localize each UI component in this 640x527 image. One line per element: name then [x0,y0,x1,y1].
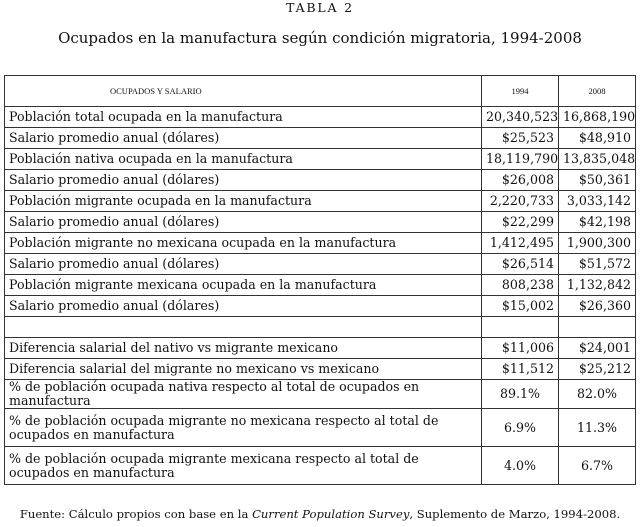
value-1994: 4.0% [482,447,559,485]
value-1994: 18,119,790 [482,149,559,170]
table-title: Ocupados en la manufactura según condición migratoria, 1994-2008 [58,29,582,47]
table-row [5,170,636,191]
value-2008: 13,835,048 [559,149,636,170]
table-kicker: TABLA 2 [286,0,354,15]
table-row [5,254,636,275]
table-row [5,191,636,212]
value-1994: $15,002 [482,296,559,317]
header-label: OCUPADOS Y SALARIO [5,76,482,107]
row-label: % de población ocupada migrante mexicana respecto al total de ocupados en manufactura [5,447,482,485]
row-label: Población migrante mexicana ocupada en la manufactura [5,275,482,296]
value-2008: $42,198 [559,212,636,233]
value-1994: $25,523 [482,128,559,149]
value-2008: $48,910 [559,128,636,149]
value-2008: 1,132,842 [559,275,636,296]
value-1994: $26,514 [482,254,559,275]
value-1994: 89.1% [482,380,559,409]
row-label: Salario promedio anual (dólares) [5,296,482,317]
source-suffix: , Suplemento de Marzo, 1994-2008. [409,507,621,521]
table-row [5,275,636,296]
row-label: Salario promedio anual (dólares) [5,128,482,149]
table-row [5,107,636,128]
table-row [5,359,636,380]
value-2008: $51,572 [559,254,636,275]
value-2008: 1,900,300 [559,233,636,254]
row-label: % de población ocupada migrante no mexicana respecto al total de ocupados en manufactura [5,409,482,447]
table-row [5,233,636,254]
table-row [5,380,636,409]
value-2008: 3,033,142 [559,191,636,212]
table-row [5,296,636,317]
source-note [0,507,640,521]
value-2008: 16,868,190 [559,107,636,128]
value-2008: $26,360 [559,296,636,317]
value-1994: $11,512 [482,359,559,380]
value-2008: $25,212 [559,359,636,380]
row-label: Diferencia salarial del migrante no mexicano vs mexicano [5,359,482,380]
source-prefix: Fuente: Cálculo propios con base en la [19,507,253,521]
header-row [5,76,636,107]
value-1994: 1,412,495 [482,233,559,254]
value-1994: $22,299 [482,212,559,233]
value-1994: 808,238 [482,275,559,296]
table-row [5,128,636,149]
spacer-row [5,317,636,338]
source-title: Current Population Survey [252,507,410,521]
value-2008: 82.0% [559,380,636,409]
row-label: Salario promedio anual (dólares) [5,212,482,233]
header-1994: 1994 [482,76,559,107]
row-label: Población migrante no mexicana ocupada en la manufactura [5,233,482,254]
row-label: Población total ocupada en la manufactura [5,107,482,128]
header-2008: 2008 [559,76,636,107]
value-1994: $26,008 [482,170,559,191]
value-2008: 11.3% [559,409,636,447]
row-label: Salario promedio anual (dólares) [5,170,482,191]
value-1994: 20,340,523 [482,107,559,128]
table-row [5,409,636,447]
value-2008: $50,361 [559,170,636,191]
data-table [4,75,636,485]
table-row [5,338,636,359]
row-label: Población nativa ocupada en la manufactura [5,149,482,170]
table-row [5,149,636,170]
table-row [5,447,636,485]
value-2008 [559,317,636,338]
table-row [5,212,636,233]
row-label: % de población ocupada nativa respecto al total de ocupados en manufactura [5,380,482,409]
value-2008: $24,001 [559,338,636,359]
row-label: Población migrante ocupada en la manufactura [5,191,482,212]
row-label: Salario promedio anual (dólares) [5,254,482,275]
row-label: Diferencia salarial del nativo vs migrante mexicano [5,338,482,359]
value-1994: $11,006 [482,338,559,359]
value-2008: 6.7% [559,447,636,485]
row-label [5,317,482,338]
value-1994: 2,220,733 [482,191,559,212]
value-1994: 6.9% [482,409,559,447]
value-1994 [482,317,559,338]
